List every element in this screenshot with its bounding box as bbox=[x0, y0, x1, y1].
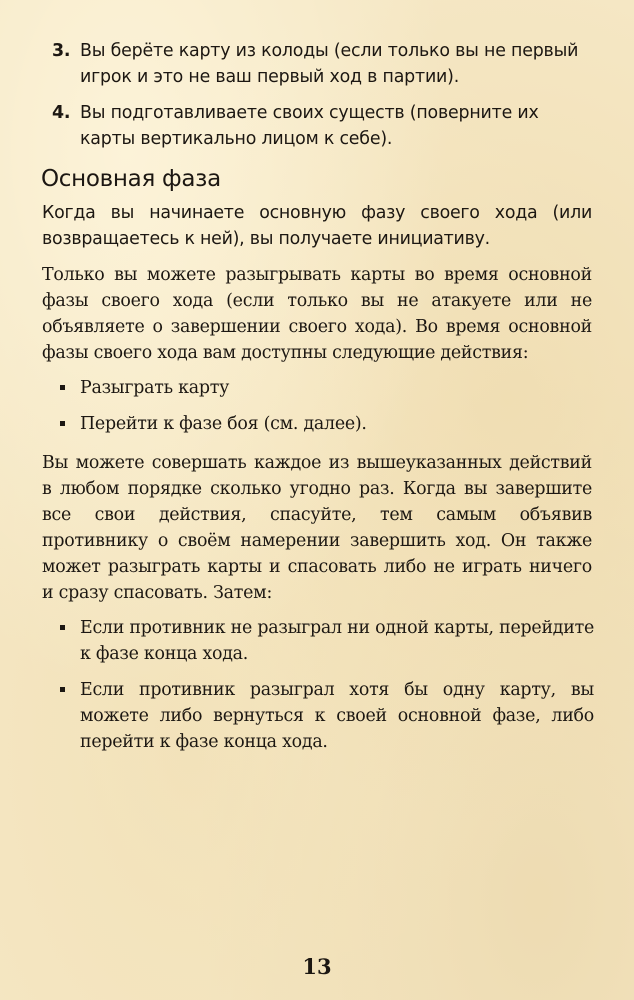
list-item bbox=[52, 100, 597, 152]
step-number: 3. bbox=[52, 41, 71, 61]
section-heading: Основная фаза bbox=[41, 166, 221, 192]
list-item bbox=[56, 411, 594, 437]
paragraph-pass: Вы можете совершать каждое из вышеуказанных действий в любом порядке сколько угодно раз. Когда вы завершите все свои действия, спасуйте, тем самым объявив противнику о своём намерении завершить ход. Он также может разыграть карты и спасовать либо не играть ничего и сразу спасовать. Затем: bbox=[42, 453, 592, 603]
bullet-icon bbox=[56, 411, 80, 437]
bullet-icon bbox=[56, 615, 80, 667]
turn-steps-list bbox=[52, 38, 597, 162]
bullet-icon bbox=[56, 677, 80, 755]
paragraph-initiative: Когда вы начинаете основную фазу своего хода (или возвращаетесь к ней), вы получаете инициативу. bbox=[42, 203, 592, 249]
list-item bbox=[52, 38, 597, 90]
bullet-icon bbox=[56, 375, 80, 401]
list-item bbox=[56, 677, 594, 755]
paragraph-main-phase: Только вы можете разыгрывать карты во время основной фазы своего хода (если только вы не атакуете или не объявляете о завершении своего хода). Во время основной фазы своего хода вам доступны следующие действия: bbox=[42, 265, 592, 363]
page-number: 13 bbox=[302, 954, 332, 979]
actions-list bbox=[56, 375, 594, 437]
outcomes-list bbox=[56, 615, 594, 755]
step-text: Вы подготавливаете своих существ (поверните их карты вертикально лицом к себе). bbox=[80, 103, 539, 149]
action-text: Перейти к фазе боя (см. далее). bbox=[80, 414, 367, 434]
step-number: 4. bbox=[52, 103, 71, 123]
step-text: Вы берёте карту из колоды (если только вы не первый игрок и это не ваш первый ход в партии). bbox=[80, 41, 579, 87]
outcome-text: Если противник не разыграл ни одной карты, перейдите к фазе конца хода. bbox=[80, 618, 594, 664]
outcome-text: Если противник разыграл хотя бы одну карту, вы можете либо вернуться к своей основной фазе, либо перейти к фазе конца хода. bbox=[80, 680, 594, 752]
list-item bbox=[56, 375, 594, 401]
action-text: Разыграть карту bbox=[80, 378, 230, 398]
list-item bbox=[56, 615, 594, 667]
